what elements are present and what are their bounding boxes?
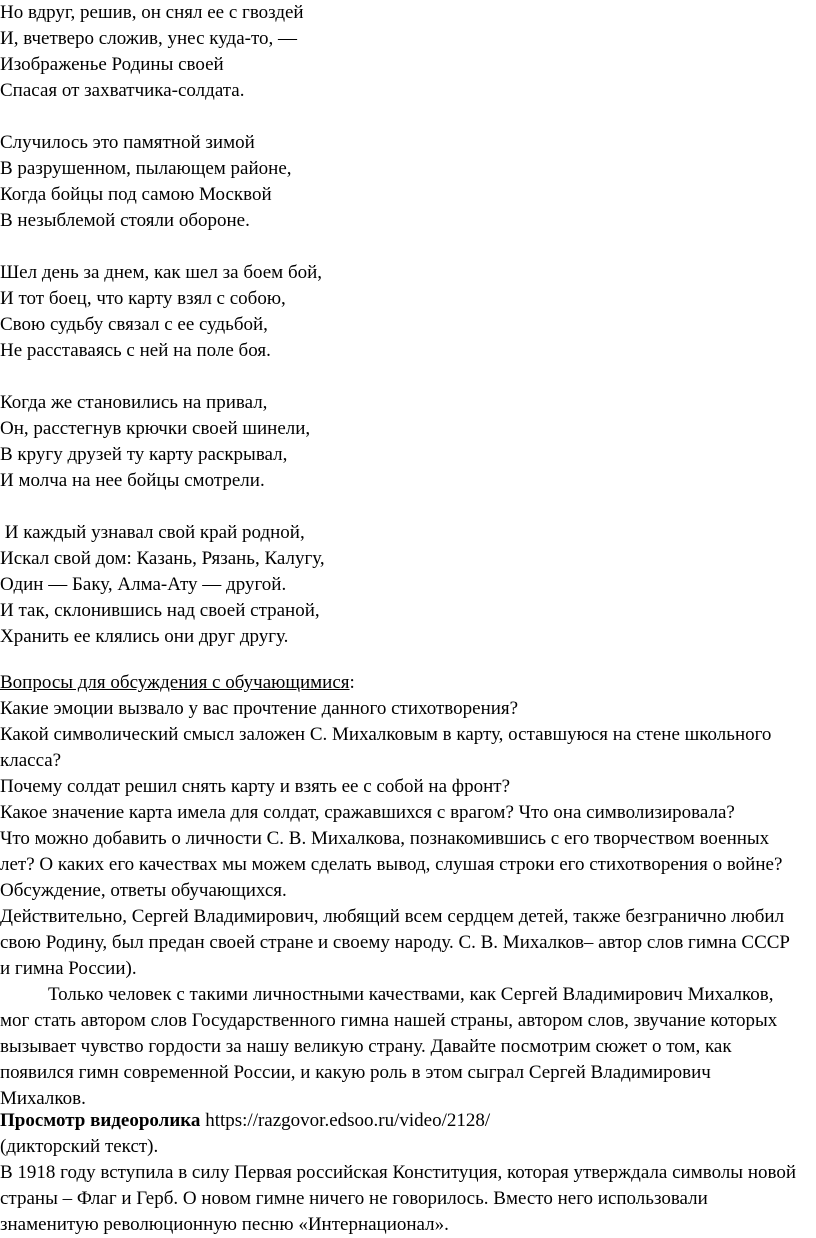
paragraph-line: Михалков.: [0, 1088, 86, 1109]
poem-line: Когда бойцы под самою Москвой: [0, 184, 272, 205]
poem-line: В разрушенном, пылающем районе,: [0, 158, 292, 179]
poem-line: Изображенье Родины своей: [0, 54, 224, 75]
video-note: (дикторский текст).: [0, 1136, 159, 1157]
poem-line: Хранить ее клялись они друг другу.: [0, 626, 289, 647]
poem-line: Не расставаясь с ней на поле боя.: [0, 340, 271, 361]
history-line: страны – Флаг и Герб. О новом гимне ничего не говорилось. Вместо него использовали: [0, 1188, 708, 1209]
question-line: лет? О каких его качествах мы можем сделать вывод, слушая строки его стихотворения о войне?: [0, 854, 783, 875]
poem-line: Случилось это памятной зимой: [0, 132, 255, 153]
video-line: [0, 1108, 490, 1134]
poem-line: И молча на нее бойцы смотрели.: [0, 470, 265, 491]
paragraph-line: вызывает чувство гордости за нашу великую страну. Давайте посмотрим сюжет о том, как: [0, 1036, 732, 1057]
questions-heading-text: Вопросы для обсуждения с обучающимися: [0, 672, 350, 693]
paragraph-line: мог стать автором слов Государственного гимна нашей страны, автором слов, звучание которых: [0, 1010, 778, 1031]
question-line: класса?: [0, 750, 62, 771]
question-line: Действительно, Сергей Владимирович, любящий всем сердцем детей, также безгранично любил: [0, 906, 785, 927]
poem-line: И каждый узнавал свой край родной,: [0, 522, 305, 543]
question-line: Обсуждение, ответы обучающихся.: [0, 880, 287, 901]
poem-line: Искал свой дом: Казань, Рязань, Калугу,: [0, 548, 325, 569]
poem-line: Один — Баку, Алма-Ату — другой.: [0, 574, 287, 595]
history-line: В 1918 году вступила в силу Первая российская Конституция, которая утверждала символы новой: [0, 1162, 796, 1183]
history-line: знаменитую революционную песню «Интернационал».: [0, 1214, 449, 1235]
poem-line: Свою судьбу связал с ее судьбой,: [0, 314, 268, 335]
question-line: Какой символический смысл заложен С. Михалковым в карту, оставшуюся на стене школьного: [0, 724, 772, 745]
question-line: свою Родину, был предан своей стране и своему народу. С. В. Михалков– автор слов гимна СССР: [0, 932, 790, 953]
video-label: Просмотр видеоролика: [0, 1110, 201, 1131]
poem-line: Спасая от захватчика-солдата.: [0, 80, 245, 101]
question-line: Какие эмоции вызвало у вас прочтение данного стихотворения?: [0, 698, 519, 719]
questions-heading: [0, 670, 355, 696]
questions-heading-colon: :: [349, 672, 355, 693]
poem-line: Но вдруг, решив, он снял ее с гвоздей: [0, 2, 304, 23]
question-line: Какое значение карта имела для солдат, сражавшихся с врагом? Что она символизировала?: [0, 802, 735, 823]
poem-line: Шел день за днем, как шел за боем бой,: [0, 262, 323, 283]
paragraph-line: Только человек с такими личностными качествами, как Сергей Владимирович Михалков,: [48, 984, 774, 1005]
question-line: Что можно добавить о личности С. В. Михалкова, познакомившись с его творчеством военных: [0, 828, 770, 849]
poem-line: Когда же становились на привал,: [0, 392, 268, 413]
poem-line: И, вчетверо сложив, унес куда-то, —: [0, 28, 298, 49]
paragraph-line: появился гимн современной России, и какую роль в этом сыграл Сергей Владимирович: [0, 1062, 711, 1083]
poem-line: И тот боец, что карту взял с собою,: [0, 288, 286, 309]
poem-line: В кругу друзей ту карту раскрывал,: [0, 444, 288, 465]
question-line: Почему солдат решил снять карту и взять ее с собой на фронт?: [0, 776, 511, 797]
video-url[interactable]: https://razgovor.edsoo.ru/video/2128/: [200, 1110, 491, 1131]
poem-line: В незыблемой стояли обороне.: [0, 210, 250, 231]
poem-line: И так, склонившись над своей страной,: [0, 600, 320, 621]
poem-line: Он, расстегнув крючки своей шинели,: [0, 418, 311, 439]
question-line: и гимна России).: [0, 958, 137, 979]
